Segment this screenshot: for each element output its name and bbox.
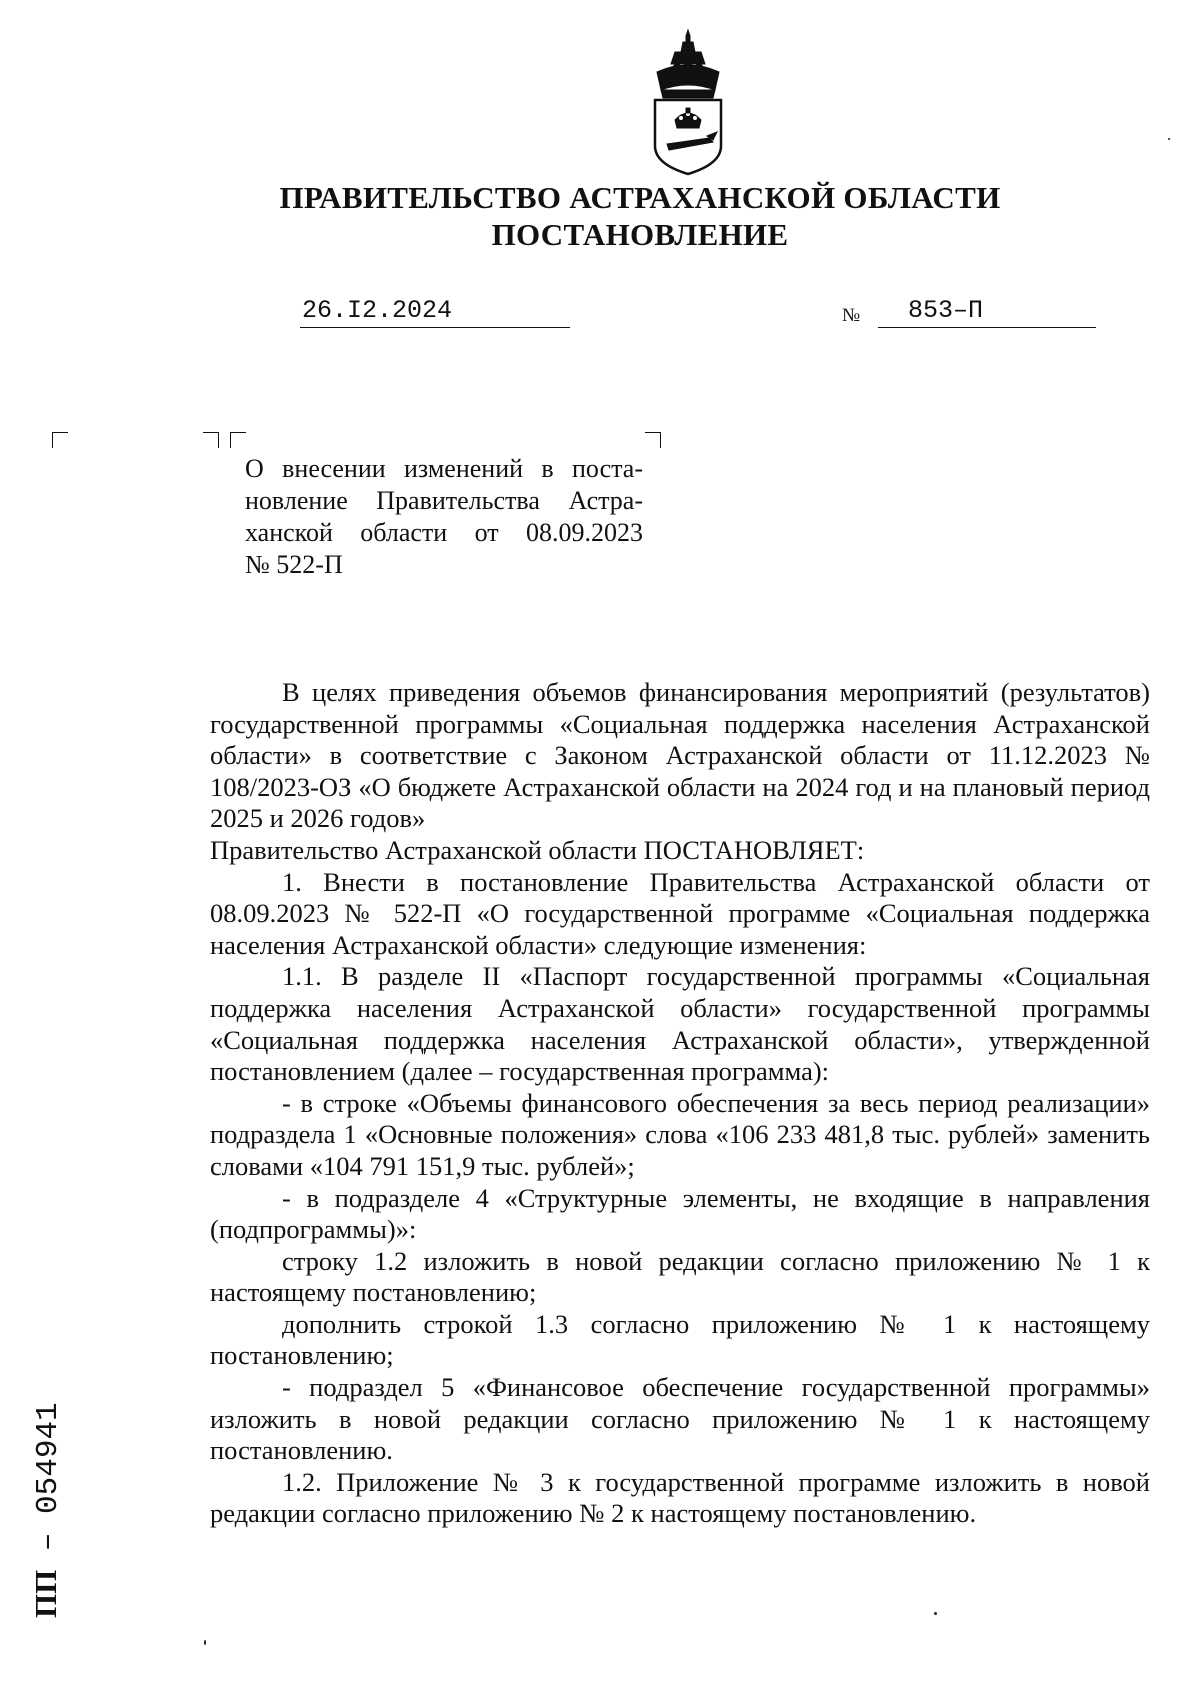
form-serial-number xyxy=(28,1388,68,1618)
paragraph-1-1-b1: строку 1.2 изложить в новой редакции согласно приложению № 1 к настоящему постановлению; xyxy=(210,1245,1150,1308)
paragraph-1-1: 1.1. В разделе II «Паспорт государственной программы «Социальная поддержка населения Астраханской области» государственной программы «Социальная поддержка населения Астраханской области», утвержденной постановлением (далее – государственная программа): xyxy=(210,961,1150,1087)
coat-of-arms-icon xyxy=(647,28,729,178)
paragraph-1-2: 1.2. Приложение № 3 к государственной программе изложить в новой редакции согласно приложению № 2 к настоящему постановлению. xyxy=(210,1466,1150,1529)
form-serial: 054941 xyxy=(31,1402,66,1514)
subject-line: № 522-П xyxy=(245,550,343,579)
number-field xyxy=(878,296,1096,328)
subject-line: ханской области от 08.09.2023 xyxy=(245,518,643,547)
document-number: 853–П xyxy=(908,296,984,325)
document-type-title: ПОСТАНОВЛЕНИЕ xyxy=(491,217,789,252)
corner-mark xyxy=(203,432,219,448)
subject-line: О внесении изменений в поста- xyxy=(245,454,643,483)
paragraph-1-1-a: - в строке «Объемы финансового обеспечения за весь период реализации» подраздела 1 «Основные положения» слова «106 233 481,8 тыс. рублей» заменить словами «104 791 151,9 тыс. рублей»; xyxy=(210,1087,1150,1181)
date-field xyxy=(300,296,570,328)
paragraph-1-1-b: - в подразделе 4 «Структурные элементы, не входящие в направления (подпрограммы)»: xyxy=(210,1182,1150,1245)
document-subject xyxy=(245,453,643,581)
preamble-paragraph: В целях приведения объемов финансирования мероприятий (результатов) государственной программы «Социальная поддержка населения Астраханской области» в соответствие с Законом Астраханской области от 11.12.2023 № 108/2023-ОЗ «О бюджете Астраханской области на 2024 год и на плановый период 2025 и 2026 годов» xyxy=(210,677,1150,834)
corner-mark xyxy=(52,432,68,448)
paragraph-1-1-b2: дополнить строкой 1.3 согласно приложению № 1 к настоящему постановлению; xyxy=(210,1308,1150,1371)
document-date: 26.I2.2024 xyxy=(302,296,453,325)
form-separator: – xyxy=(31,1513,66,1570)
document-body xyxy=(210,677,1150,1530)
scan-speck xyxy=(934,1612,937,1615)
subject-line: новление Правительства Астра- xyxy=(245,486,643,515)
organization-title: ПРАВИТЕЛЬСТВО АСТРАХАНСКОЙ ОБЛАСТИ xyxy=(279,180,1001,215)
resolution-clause: Правительство Астраханской области ПОСТАНОВЛЯЕТ: xyxy=(210,834,865,865)
corner-mark xyxy=(230,432,246,448)
form-series: ПП xyxy=(28,1569,63,1618)
number-sign: № xyxy=(842,305,861,326)
corner-mark xyxy=(645,432,661,448)
scan-speck xyxy=(204,1640,206,1645)
scan-speck xyxy=(1168,138,1170,140)
paragraph-1: 1. Внести в постановление Правительства Астраханской области от 08.09.2023 № 522-П «О государственной программе «Социальная поддержка населения Астраханской области» следующие изменения: xyxy=(210,866,1150,960)
paragraph-1-1-c: - подраздел 5 «Финансовое обеспечение государственной программы» изложить в новой редакции согласно приложению № 1 к настоящему постановлению. xyxy=(210,1372,1150,1466)
